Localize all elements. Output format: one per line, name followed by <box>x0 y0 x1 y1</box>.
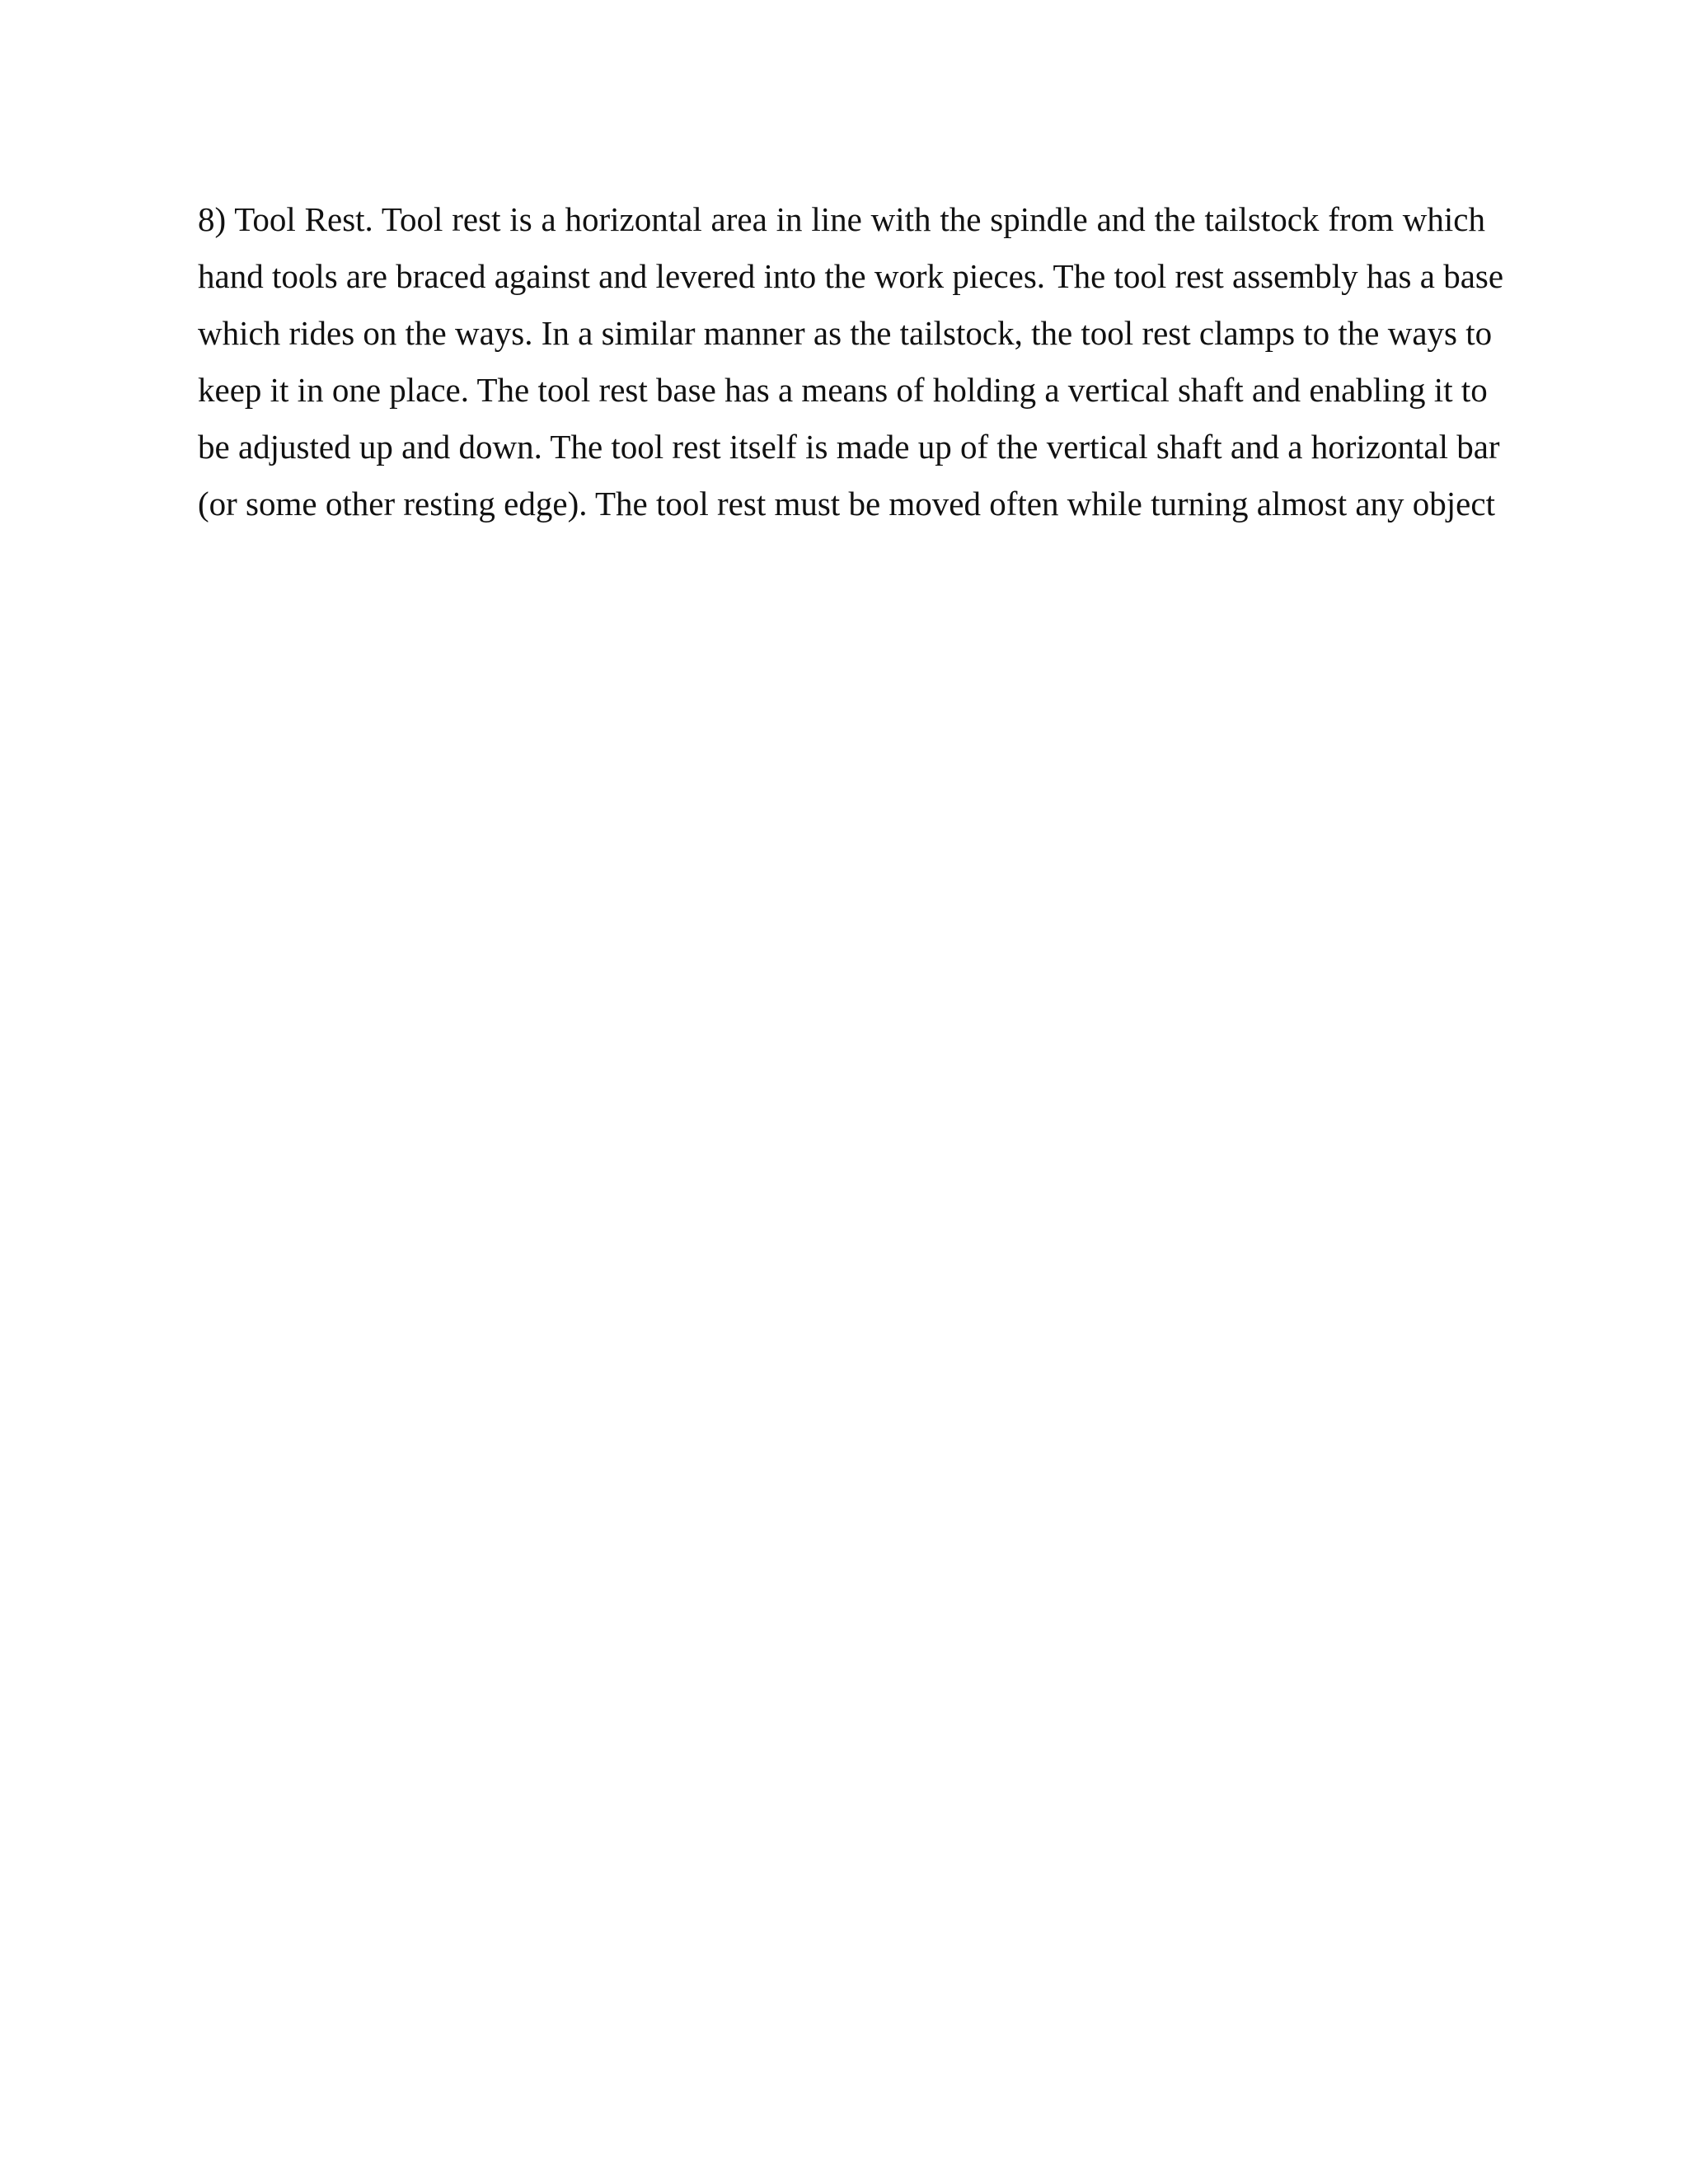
paragraph-line: hand tools are braced against and levered into the work pieces. The tool rest assembly has a base <box>198 257 1504 295</box>
paragraph-line: which rides on the ways. In a similar manner as the tailstock, the tool rest clamps to the ways to <box>198 314 1493 352</box>
paragraph-line: keep it in one place. The tool rest base has a means of holding a vertical shaft and enabling it to <box>198 371 1488 409</box>
paragraph-line: 8) Tool Rest. Tool rest is a horizontal area in line with the spindle and the tailstock from which <box>198 200 1485 238</box>
paragraph-line: (or some other resting edge). The tool rest must be moved often while turning almost any object <box>198 485 1495 523</box>
paragraph-line: be adjusted up and down. The tool rest itself is made up of the vertical shaft and a horizontal bar <box>198 428 1500 466</box>
paragraph-tool-rest <box>198 191 1504 532</box>
